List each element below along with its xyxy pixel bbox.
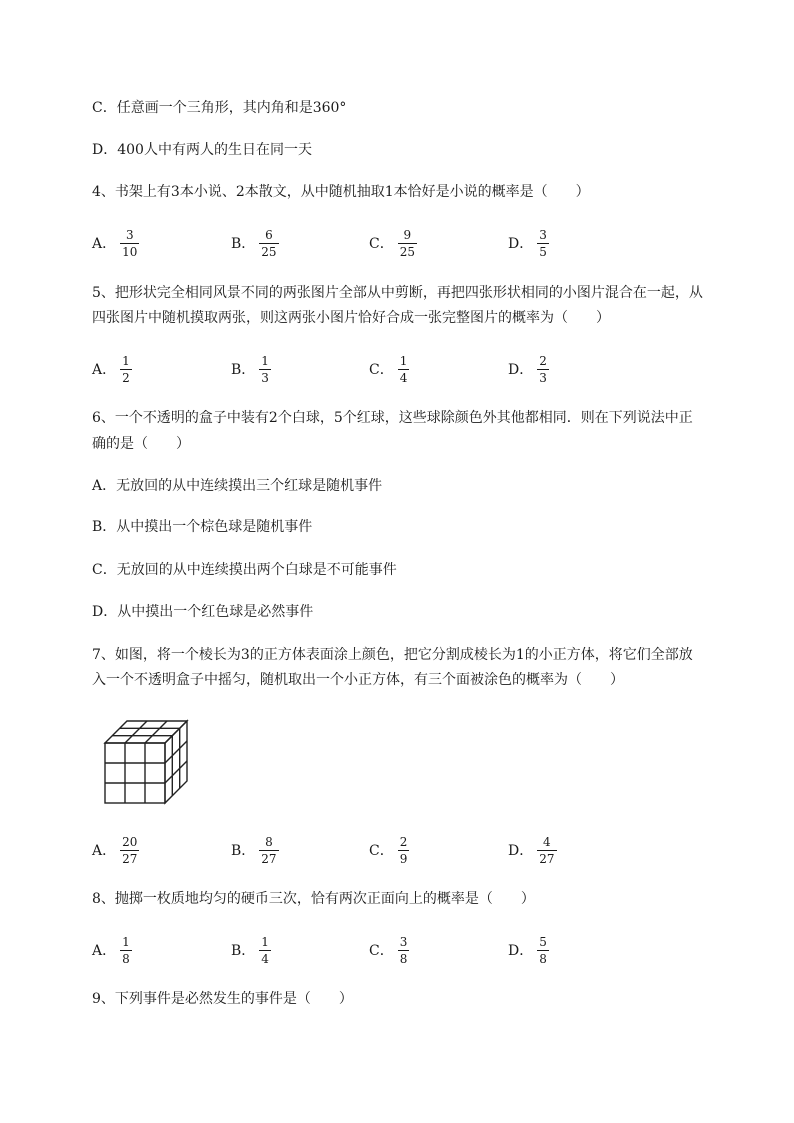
option-fraction [120, 354, 132, 385]
denominator: 3 [261, 370, 269, 385]
q6-option-b: B．从中摸出一个棕色球是随机事件 [92, 519, 313, 535]
option-fraction [259, 935, 271, 966]
option-fraction [398, 835, 410, 866]
option-label: C． [369, 362, 394, 378]
numerator: 1 [399, 353, 408, 368]
q5-option-b [231, 349, 271, 389]
option-label: A． [92, 943, 117, 959]
option-fraction [259, 354, 271, 385]
option-fraction [398, 935, 410, 966]
option-label: A． [92, 236, 117, 252]
q7-option-d [508, 830, 557, 870]
denominator: 25 [399, 244, 415, 259]
denominator: 27 [261, 851, 277, 866]
denominator: 4 [261, 951, 269, 966]
option-fraction [120, 228, 139, 259]
q4-options [92, 223, 692, 263]
cube-figure [100, 715, 196, 811]
q5-option-d [508, 349, 549, 389]
q5-option-a [92, 349, 132, 389]
option-fraction [398, 228, 417, 259]
q8-options [92, 930, 692, 970]
q5-option-c [369, 349, 409, 389]
numerator: 8 [265, 834, 273, 849]
q8-option-c [369, 930, 409, 970]
denominator: 10 [122, 244, 138, 259]
q9-stem: 9、下列事件是必然发生的事件是（ ） [92, 991, 353, 1007]
q6-stem-line-2: 确的是（ ） [92, 436, 190, 452]
option-label: D． [508, 943, 534, 959]
option-fraction [537, 835, 556, 866]
option-label: B． [231, 362, 256, 378]
q6-stem-line-1: 6、一个不透明的盒子中装有2个白球，5个红球，这些球除颜色外其他都相同．则在下列说法中正 [92, 410, 693, 426]
numerator: 20 [122, 834, 138, 849]
option-label: C． [369, 236, 394, 252]
option-label: A． [92, 362, 117, 378]
option-fraction [537, 354, 549, 385]
option-fraction [537, 935, 549, 966]
denominator: 2 [122, 370, 130, 385]
q6-option-d: D．从中摸出一个红色球是必然事件 [92, 604, 314, 620]
option-fraction [398, 354, 410, 385]
q8-option-d [508, 930, 549, 970]
numerator: 3 [125, 227, 134, 242]
denominator: 9 [399, 851, 408, 866]
q7-stem-line-2: 入一个不透明盒子中摇匀，随机取出一个小正方体，有三个面被涂色的概率为（ ） [92, 672, 624, 688]
q7-option-b [231, 830, 279, 870]
denominator: 8 [122, 951, 130, 966]
q3-option-d: D．400人中有两人的生日在同一天 [92, 142, 312, 158]
denominator: 4 [399, 370, 408, 385]
denominator: 25 [261, 244, 277, 259]
q5-stem-line-2: 四张图片中随机摸取两张，则这两张小图片恰好合成一张完整图片的概率为（ ） [92, 310, 610, 326]
q3-option-c: C．任意画一个三角形，其内角和是360° [92, 100, 347, 116]
numerator: 9 [403, 227, 412, 242]
q8-option-a [92, 930, 132, 970]
numerator: 2 [539, 353, 547, 368]
option-fraction [259, 835, 278, 866]
numerator: 1 [122, 934, 130, 949]
q5-options [92, 349, 692, 389]
q4-option-a [92, 223, 139, 263]
numerator: 6 [265, 227, 273, 242]
q5-stem-line-1: 5、把形状完全相同风景不同的两张图片全部从中剪断，再把四张形状相同的小图片混合在一起，从 [92, 285, 703, 301]
numerator: 3 [399, 934, 408, 949]
denominator: 3 [539, 370, 547, 385]
denominator: 27 [539, 851, 555, 866]
option-label: D． [508, 843, 534, 859]
option-label: B． [231, 236, 256, 252]
q4-option-c [369, 223, 417, 263]
option-label: D． [508, 236, 534, 252]
q8-option-b [231, 930, 271, 970]
option-label: B． [231, 843, 256, 859]
option-fraction [120, 935, 132, 966]
q7-stem-line-1: 7、如图，将一个棱长为3的正方体表面涂上颜色，把它分割成棱长为1的小正方体，将它们全部放 [92, 647, 693, 663]
q4-option-b [231, 223, 279, 263]
denominator: 27 [122, 851, 138, 866]
q7-option-a [92, 830, 139, 870]
numerator: 3 [539, 227, 547, 242]
option-label: A． [92, 843, 117, 859]
numerator: 4 [543, 834, 551, 849]
option-fraction [120, 835, 139, 866]
numerator: 2 [399, 834, 408, 849]
option-label: C． [369, 843, 394, 859]
option-label: C． [369, 943, 394, 959]
numerator: 1 [261, 353, 269, 368]
numerator: 1 [122, 353, 130, 368]
numerator: 1 [261, 934, 269, 949]
numerator: 5 [539, 934, 547, 949]
option-fraction [259, 228, 278, 259]
denominator: 8 [539, 951, 547, 966]
q6-option-a: A．无放回的从中连续摸出三个红球是随机事件 [92, 478, 383, 494]
denominator: 5 [539, 244, 547, 259]
q6-option-c: C．无放回的从中连续摸出两个白球是不可能事件 [92, 562, 397, 578]
q4-option-d [508, 223, 549, 263]
q7-options [92, 830, 692, 870]
q8-stem: 8、抛掷一枚质地均匀的硬币三次，恰有两次正面向上的概率是（ ） [92, 891, 535, 907]
option-label: B． [231, 943, 256, 959]
denominator: 8 [399, 951, 408, 966]
option-label: D． [508, 362, 534, 378]
option-fraction [537, 228, 549, 259]
q7-option-c [369, 830, 409, 870]
q4-stem: 4、书架上有3本小说、2本散文，从中随机抽取1本恰好是小说的概率是（ ） [92, 184, 590, 200]
